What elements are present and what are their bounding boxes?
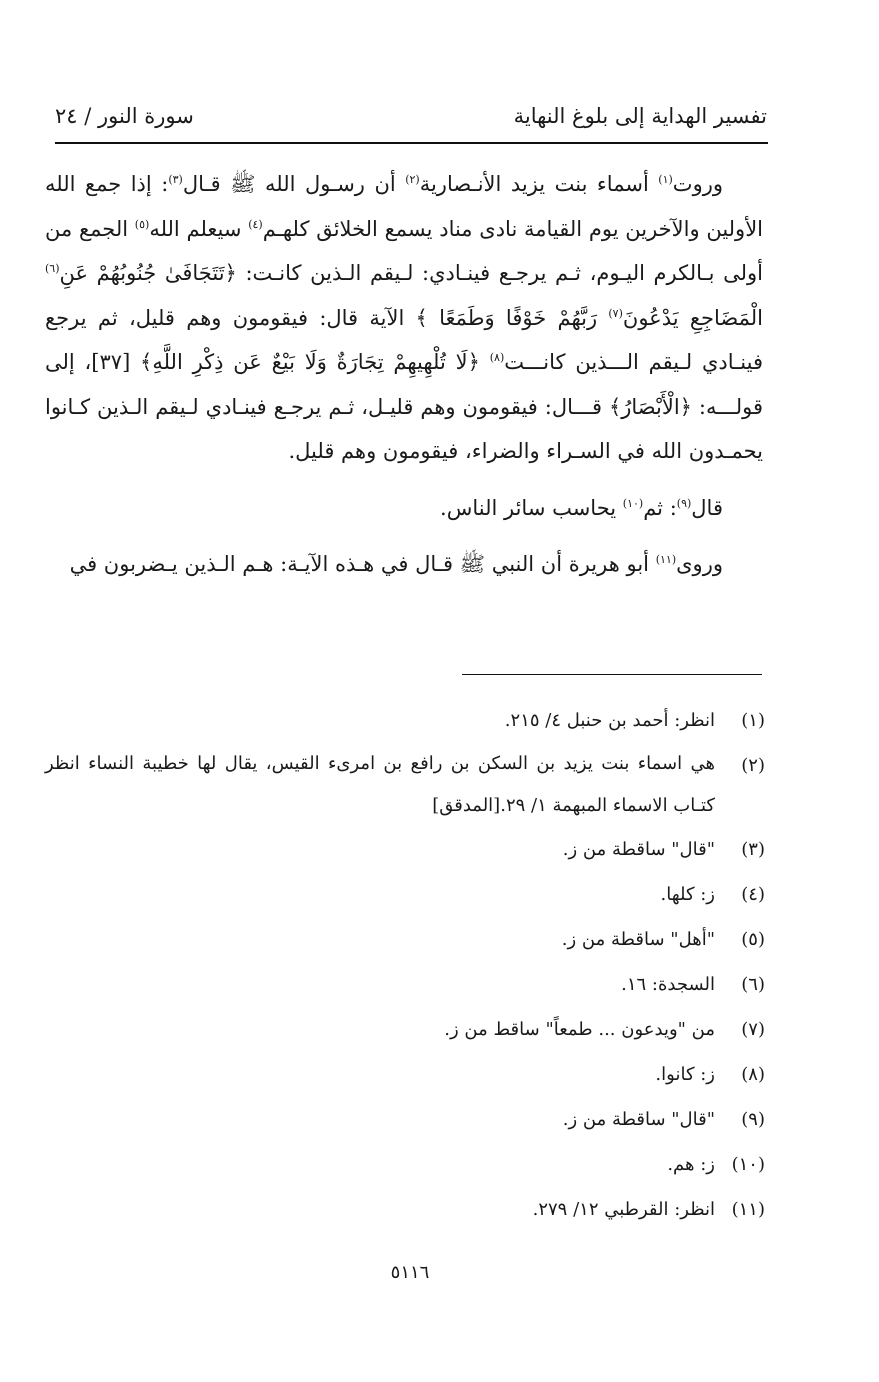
book-title: تفسير الهداية إلى بلوغ النهاية — [513, 104, 767, 128]
footnote-marker: (١) — [658, 173, 673, 186]
footnote-text: ز: هم. — [667, 1154, 715, 1175]
page-number: ٥١١٦ — [390, 1262, 430, 1283]
text-run: أبو هريرة أن النبي ﷺ قـال في هـذه الآيـة: هـم الـذين يـضربون في — [69, 552, 656, 576]
footnote-text: "قال" ساقطة من ز. — [562, 839, 715, 860]
footnote-number: (٦) — [741, 974, 765, 995]
footnotes — [45, 698, 765, 1232]
footnote-number: (٣) — [741, 839, 765, 860]
footnote-marker: (١١) — [655, 553, 677, 566]
footnote-text: هي اسماء بنت يزيد بن السكن بن رافع بن امرىء القيس، يقال لها خطيبة النساء انظر كتـاب الاسماء المبهمة ١/ ٢٩.[المدقق] — [45, 753, 715, 816]
footnote-marker: (٨) — [489, 351, 505, 364]
footnote-item — [45, 962, 765, 1007]
footnote-number: (١١) — [731, 1199, 765, 1220]
text-run: ﴿لَا تُلْهِيهِمْ تِجَارَةٌ وَلَا بَيْعٌ عَن ذِكْرِ اللَّهِ﴾ [٣٧]، إلى قولـــه: ﴿الْأَبْصَارُ﴾ قـــال: فيقومون وهم قليـل، ثـم يرجـع فينـادي لـيقم الـذين كـانوا يحمـدون الله في السـراء والضراء، فيقومون وهم قليل. — [45, 350, 763, 463]
text-run: الجمع من أولى بـالكرم اليـوم، ثـم يرجـع فينـادي: لـيقم الـذين كانـت: ﴿تَتَجَافَىٰ جُنُوبُهُمْ عَنِ — [45, 216, 763, 285]
footnote-marker: (٣) — [168, 173, 183, 186]
footnote-item — [45, 743, 765, 827]
footnote-text: "قال" ساقطة من ز. — [562, 1109, 715, 1130]
text-run: أن رسـول الله ﷺ قـال — [182, 172, 406, 196]
text-run: يحاسب سائر الناس. — [440, 495, 623, 520]
footnote-text: انظر: أحمد بن حنبل ٤/ ٢١٥. — [504, 710, 715, 731]
text-run: الْمَضَاجِعِ يَدْعُونَ — [622, 305, 763, 330]
footnote-text: من "ويدعون ... طمعاً" ساقط من ز. — [444, 1019, 715, 1040]
text-run: وروى — [676, 552, 723, 576]
sura-label: سورة النور / ٢٤ — [55, 104, 194, 128]
text-run: سيعلم الله — [149, 216, 249, 241]
footnote-text: انظر: القرطبي ١٢/ ٢٧٩. — [532, 1199, 715, 1220]
text-run: : ثم — [643, 495, 677, 520]
footnote-item — [45, 1052, 765, 1097]
footnote-text: "أهل" ساقطة من ز. — [561, 929, 715, 950]
footnote-item — [45, 1007, 765, 1052]
footnote-marker: (٥) — [134, 217, 150, 231]
paragraph-1 — [45, 162, 763, 474]
text-run: وروت — [672, 172, 723, 196]
footnote-number: (٧) — [741, 1019, 765, 1040]
text-run: أسماء بنت يزيد الأنـصارية — [419, 172, 659, 196]
footnote-number: (٢) — [741, 755, 765, 776]
footnote-item — [45, 872, 765, 917]
paragraph-gap — [45, 474, 763, 486]
footnote-number: (٨) — [741, 1064, 765, 1085]
footnote-item — [45, 698, 765, 743]
footnote-marker: (٤) — [248, 217, 263, 231]
main-text — [45, 162, 763, 587]
footnote-rule — [462, 674, 762, 675]
footnote-item — [45, 1187, 765, 1232]
running-header — [55, 96, 767, 136]
footnote-item — [45, 1142, 765, 1187]
footnote-marker: (٧) — [608, 306, 623, 320]
footnote-text: السجدة: ١٦. — [621, 974, 715, 995]
text-run: قال — [691, 495, 723, 520]
paragraph-gap — [45, 530, 763, 542]
footnote-number: (١٠) — [731, 1154, 765, 1175]
footnote-number: (٤) — [741, 884, 765, 905]
text-run: رَبَّهُمْ خَوْفًا وَطَمَعًا ﴾ الآية قال: فيقومون وهم قليل، ثم يرجع فينـادي لـيقم الـــذين كانـــت — [45, 305, 763, 374]
footnote-number: (١) — [741, 710, 765, 731]
text-run: : إذا جمع الله الأولين والآخرين يوم القيامة نادى مناد يسمع الخلائق كلهـم — [45, 172, 764, 241]
footnote-item — [45, 827, 765, 872]
footnote-item — [45, 917, 765, 962]
footnote-number: (٩) — [741, 1109, 765, 1130]
footnote-marker: (٢) — [405, 173, 420, 186]
footnote-marker: (١٠) — [622, 496, 644, 510]
header-rule — [55, 142, 768, 144]
footnote-number: (٥) — [741, 929, 765, 950]
footnote-text: ز: كانوا. — [655, 1064, 715, 1085]
footnote-marker: (٦) — [45, 262, 60, 275]
footnote-text: ز: كلها. — [660, 884, 715, 905]
paragraph-3 — [45, 542, 763, 587]
footnote-marker: (٩) — [676, 496, 692, 510]
footnote-item — [45, 1097, 765, 1142]
paragraph-2 — [45, 486, 763, 531]
